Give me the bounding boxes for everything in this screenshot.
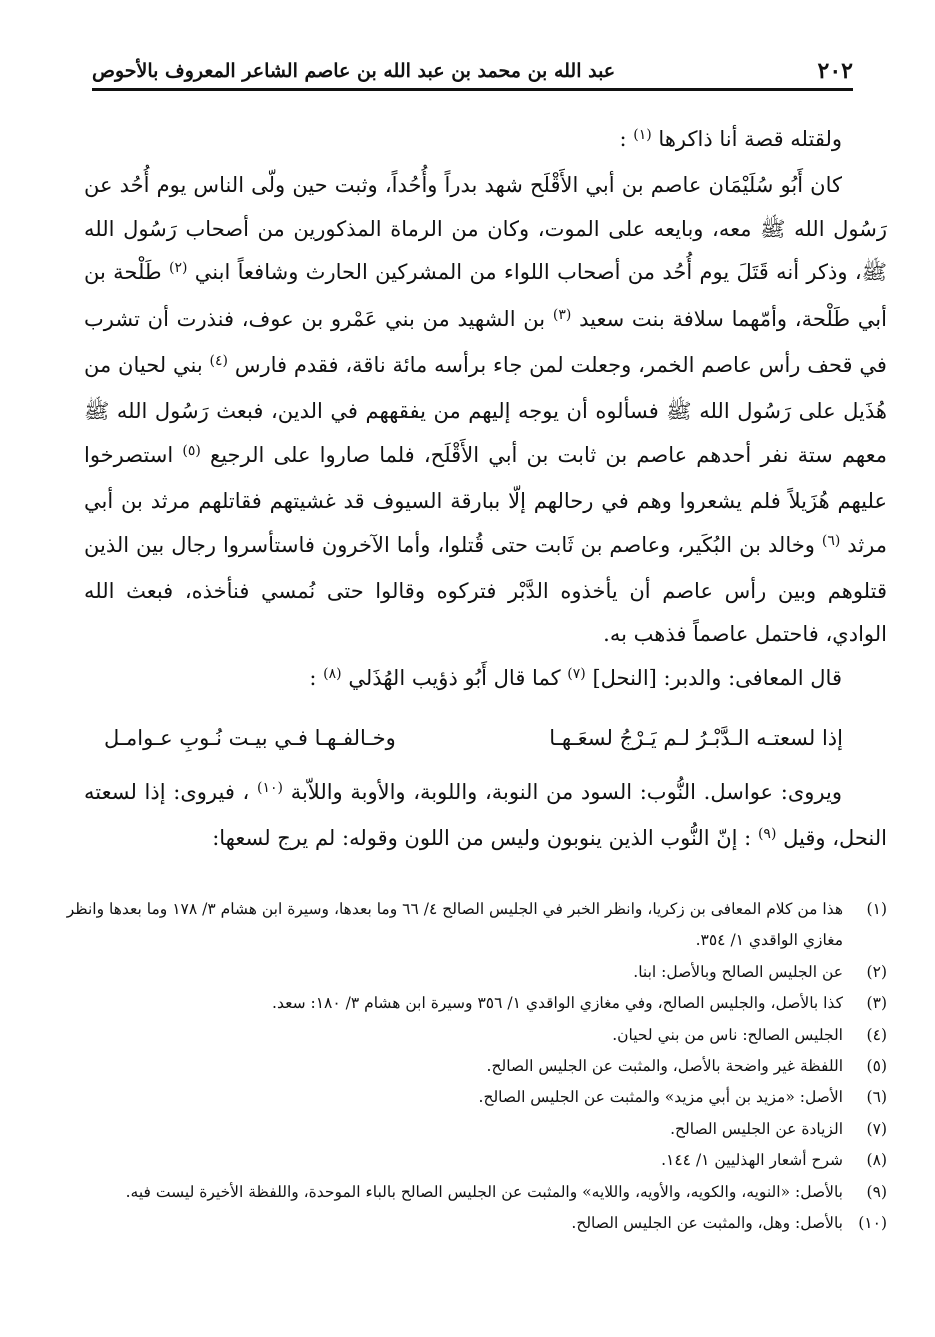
intro-text: ولقتله قصة أنا ذاكرها — [658, 127, 842, 151]
footnote-item — [60, 1082, 887, 1113]
footnote-text: بالأصل: وهل، والمثبت عن الجليس الصالح. — [571, 1214, 843, 1233]
text-run: بن الشهيد من بني عَمْرو بن عوف، فنذرت أن تشرب في قحف رأس عاصم الخمر، وجعلت لمن جاء برأسه مائة ناقة، فقدم فارس — [84, 306, 887, 378]
footnote-item — [60, 1208, 887, 1239]
running-title: عبد الله بن محمد بن عبد الله بن عاصم الشاعر المعروف بالأحوص — [92, 60, 616, 82]
footnote-number: (٧) — [866, 1119, 887, 1138]
footnote-text: كذا بالأصل، والجليس الصالح، وفي مغازي الواقدي ١/ ٣٥٦ وسيرة ابن هشام ٣/ ١٨٠: سعد. — [272, 994, 843, 1013]
footnote-ref: (٧) — [567, 665, 586, 682]
main-text — [84, 118, 887, 864]
footnote-ref: (١) — [633, 127, 652, 143]
footnote-item — [60, 988, 887, 1019]
footnote-text: الأصل: «مزيد بن أبي مزيد» والمثبت عن الجليس الصالح. — [478, 1088, 843, 1107]
second-hemistich: وخـالفـهـا فـي بيـت نُـوبِ عـوامـل — [104, 726, 396, 751]
text-run: وخالد بن البُكَير، وعاصم بن ثَابت حتى قُتلوا، وأما الآخرون فاستأسروا رجال بين الذين قتلوهم وبين رأس عاصم أن يأخذوه الدَّبْر فتركوه وقالوا حتى نُمسي فنأخذه، فبعث الله الوادي، فاحتمل عاصماً فذهب به. — [84, 532, 887, 647]
footnote-ref: (٨) — [323, 665, 342, 682]
text-run: طَلْحة بن أبي طَلْحة، وأمّهما سلافة بنت سعيد — [84, 260, 887, 331]
footnote-number: (٣) — [866, 994, 887, 1013]
footnote-number: (١٠) — [858, 1214, 887, 1233]
footnote-item — [60, 1020, 887, 1051]
footnote-text: الزيادة عن الجليس الصالح. — [670, 1119, 843, 1138]
footnote-item — [60, 894, 887, 957]
footnote-ref: (١٠) — [257, 779, 283, 796]
paragraph-quote-intro — [84, 657, 887, 703]
footnote-item — [60, 1114, 887, 1145]
footnote-number: (١) — [866, 900, 887, 918]
page-header — [92, 52, 853, 91]
footnote-ref: (٢) — [168, 260, 188, 277]
text-run: : — [309, 665, 317, 690]
footnote-number: (٩) — [866, 1182, 887, 1201]
footnote-text: بالأصل: «النويه، والكويه، والأويه، واللايه» والمثبت عن الجليس الصالح بالباء الموحدة، واللفظة الأخيرة ليست فيه. — [125, 1182, 843, 1201]
footnote-ref: (٥) — [182, 442, 201, 459]
footnote-text: عن الجليس الصالح وبالأصل: ابنا. — [633, 962, 843, 981]
footnote-text: اللفظة غير واضحة بالأصل، والمثبت عن الجليس الصالح. — [486, 1057, 843, 1076]
text-run: استصرخوا عليهم هُزَيلاً فلم يشعروا وهم في رحالهم إلّا ببارقة السيوف قد غشيتهم فقاتلهم مرثد بن أبي مرثد — [84, 442, 887, 557]
intro-line — [84, 118, 887, 164]
text-run: : إنّ النُّوب الذين ينوبون وليس من اللون وقوله: لم يرج لسعها: — [212, 826, 752, 851]
intro-tail: : — [619, 127, 627, 151]
footnote-text: شرح أشعار الهذليين ١/ ١٤٤. — [661, 1151, 843, 1170]
footnote-ref: (٤) — [209, 353, 228, 370]
text-run: ، فيروى: إذا لسعته النحل، وقيل — [84, 779, 887, 851]
footnote-number: (٥) — [866, 1057, 887, 1076]
footnote-item — [60, 1051, 887, 1082]
footnote-number: (٢) — [866, 962, 887, 981]
text-run: بني لحيان من هُذَيل على رَسُول الله ﷺ فسألوه أن يوجه إليهم من يفقههم في الدين، فبعث رَسُول الله ﷺ معهم ستة نفر أحدهم عاصم بن ثابت بن أبي الأَقْلَح، فلما صاروا على الرجيع — [84, 353, 887, 467]
text-run: قال المعافى: والدبر: [النحل] — [592, 665, 842, 690]
footnote-text: الجليس الصالح: ناس من بني لحيان. — [612, 1025, 843, 1044]
text-run: كان أَبُو سُلَيْمَان عاصم بن أبي الأَقْلَح شهد بدراً وأُحُداً، وثبت حين ولّى الناس يوم أُحُد عن رَسُول الله ﷺ معه، وبايعه على الموت، وكان من الرماة المذكورين من أصحاب رَسُول الله ﷺ، وذكر أنه قَتَلَ يوم أُحُد من أصحاب اللواء من المشركين الحارث وشافعاً ابني — [84, 173, 887, 285]
paragraph-commentary — [84, 771, 887, 864]
footnote-text: هذا من كلام المعافى بن زكريا، وانظر الخبر في الجليس الصالح ٤/ ٦٦ وما بعدها، وسيرة ابن هشام ٣/ ١٧٨ وما بعدها وانظر مغازي الواقدي ١/ ٣٥٤. — [66, 900, 843, 950]
first-hemistich: إذا لسعتـه الـدَّبْـرُ لـم يَـرْجُ لسعَـهـا — [549, 726, 843, 751]
footnote-item — [60, 957, 887, 988]
footnote-number: (٤) — [866, 1025, 887, 1044]
text-run: ويروى: عواسل. النُّوب: السود من النوبة، واللوبة، والأوبة واللاّبة — [290, 779, 842, 804]
footnote-number: (٦) — [866, 1088, 887, 1107]
footnote-ref: (٩) — [757, 826, 777, 843]
page-number: ٢٠٢ — [817, 58, 853, 84]
footnote-number: (٨) — [866, 1151, 887, 1170]
footnote-ref: (٦) — [821, 532, 841, 549]
poetry-verse — [104, 717, 843, 760]
paragraph-story — [84, 164, 887, 656]
footnotes-section — [60, 894, 887, 1239]
text-run: كما قال أَبُو ذؤيب الهُذَلي — [348, 665, 561, 690]
footnote-item — [60, 1177, 887, 1208]
footnote-ref: (٣) — [552, 306, 572, 323]
footnote-item — [60, 1145, 887, 1176]
